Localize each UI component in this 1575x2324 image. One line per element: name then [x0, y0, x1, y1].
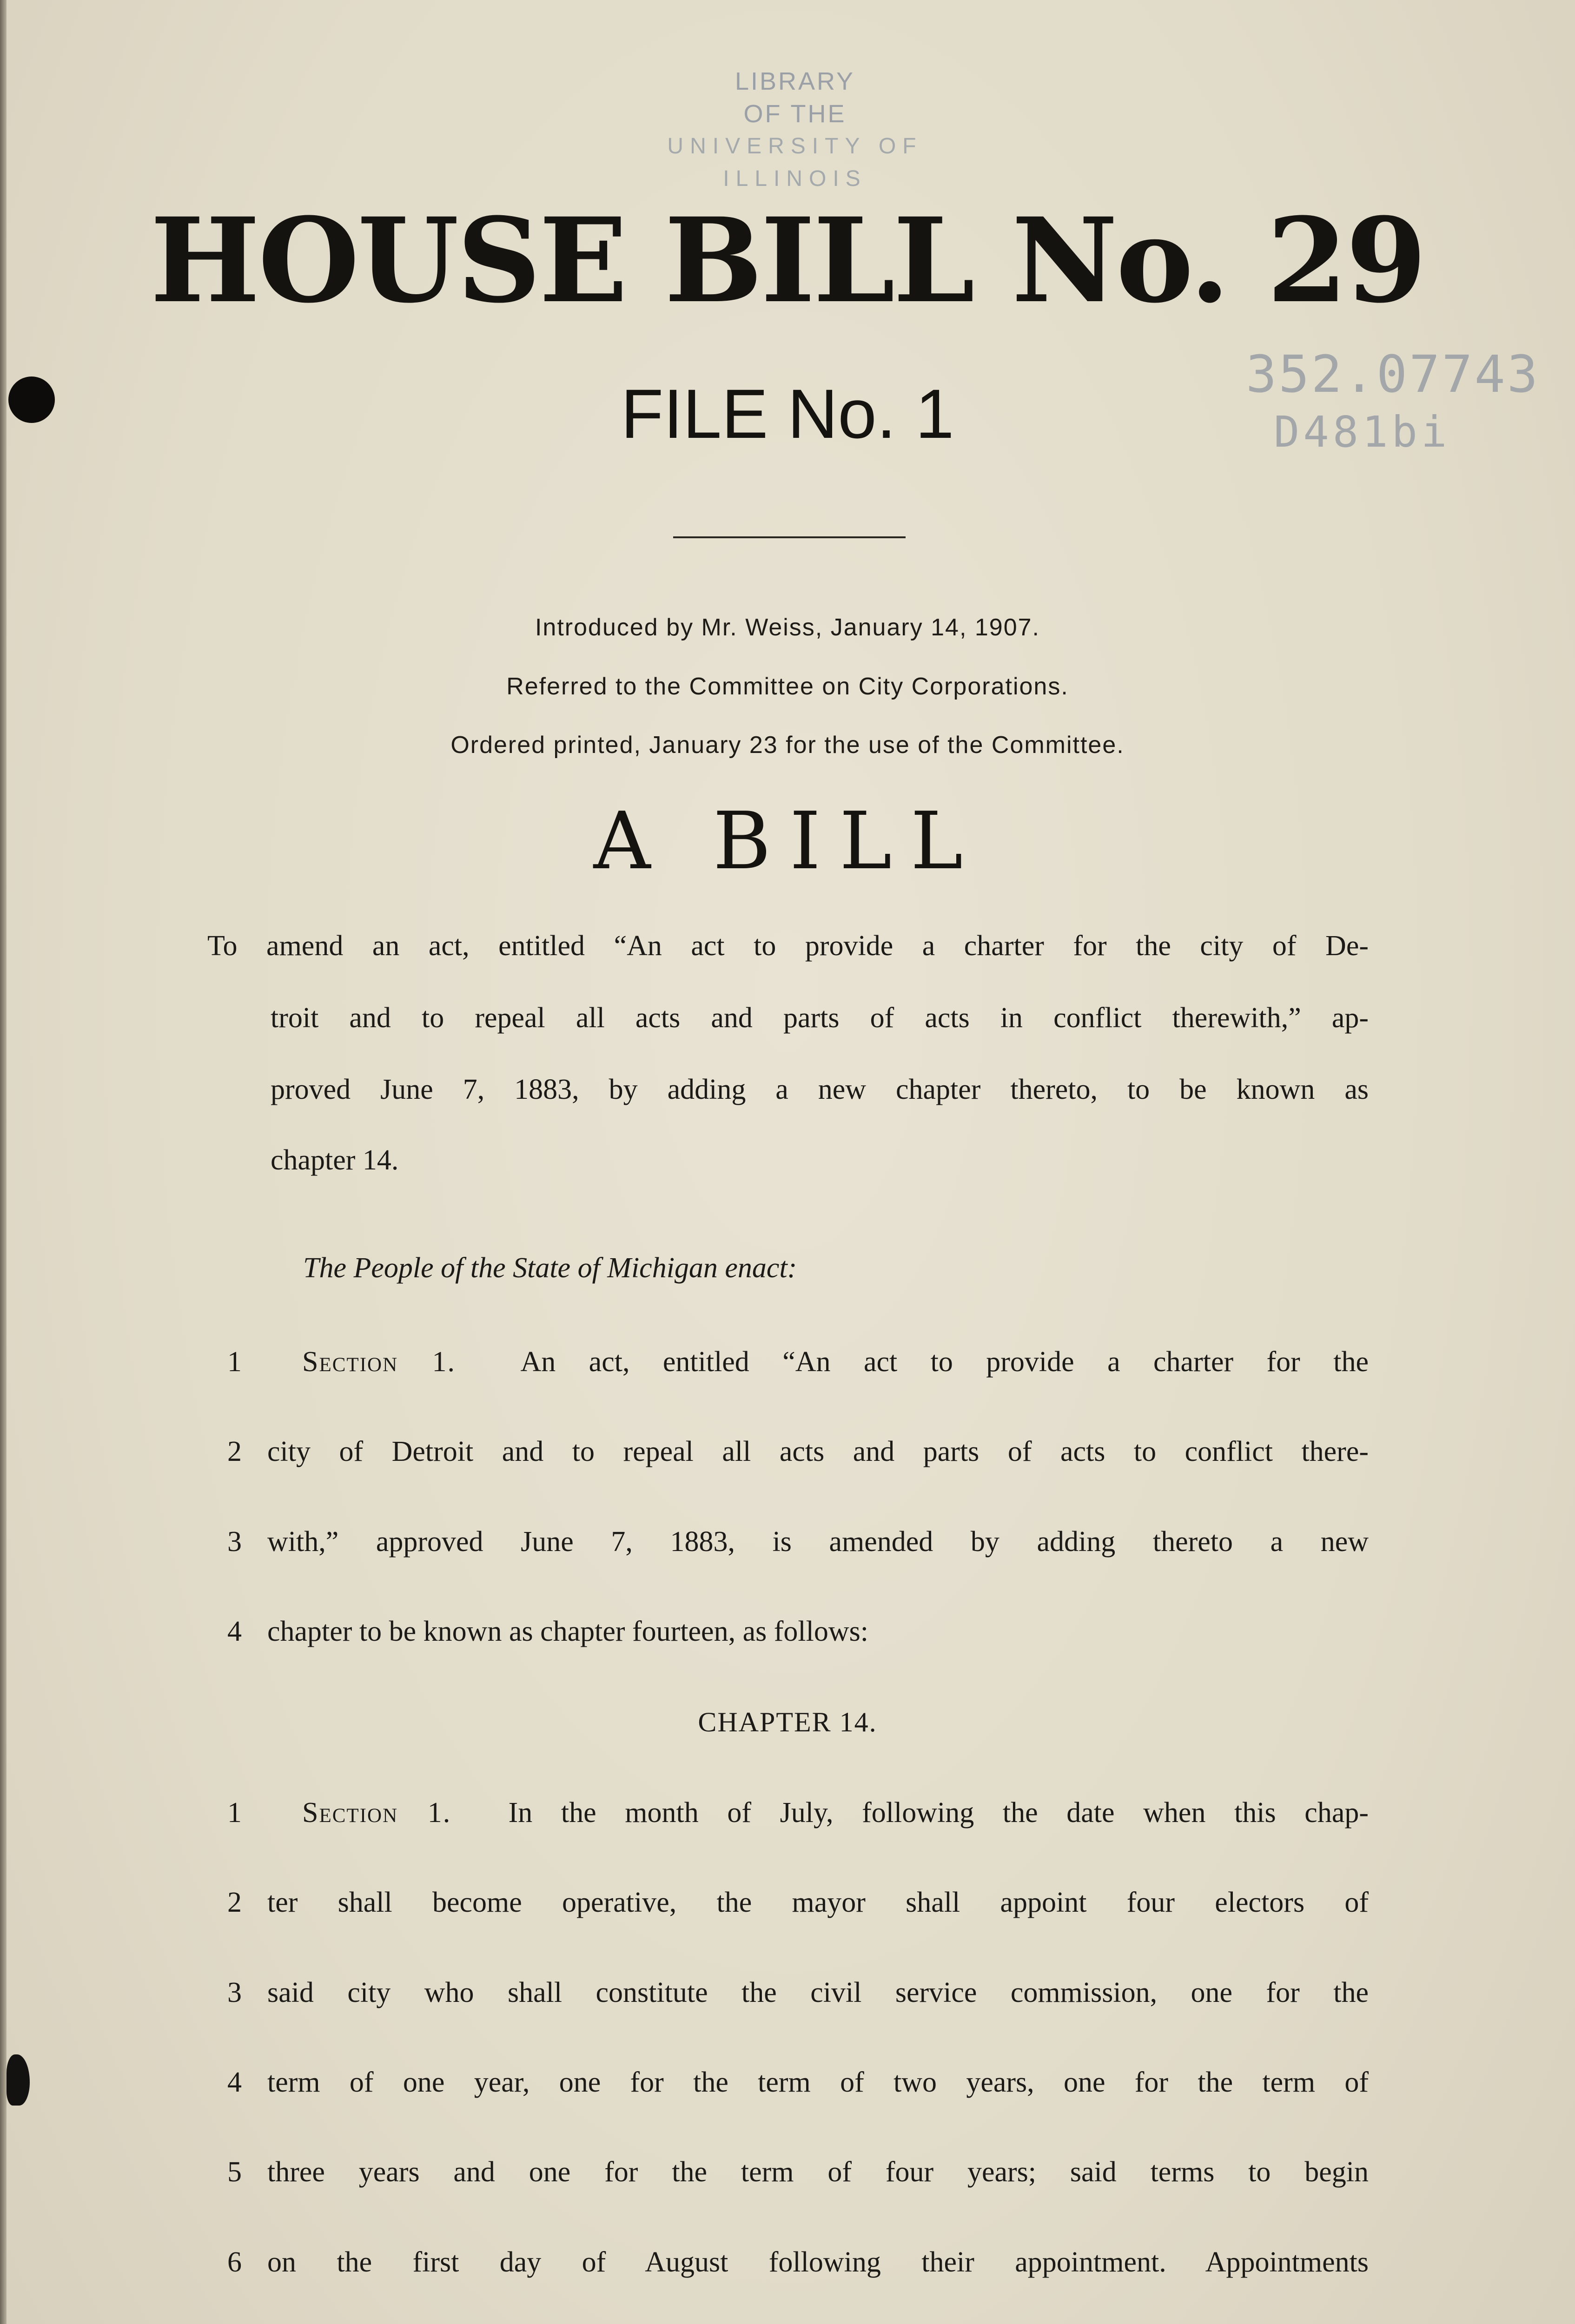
line-text: city of Detroit and to repeal all acts and parts of acts to conflict there-	[267, 1436, 1369, 1467]
act-line-row	[0, 1343, 1575, 1380]
line-text: chapter to be known as chapter fourteen, as follows:	[267, 1616, 868, 1647]
chapter-line-row	[0, 2064, 1575, 2101]
bill-title: HOUSE BILL No. 29	[150, 192, 1425, 329]
purpose-line-3: proved June 7, 1883, by adding a new chapter thereto, to be known as	[271, 1074, 1369, 1105]
ordered-line: Ordered printed, January 23 for the use of the Committee.	[450, 732, 1125, 759]
enacting-clause: The People of the State of Michigan enact:	[303, 1252, 797, 1284]
chapter-line-row	[0, 2244, 1575, 2281]
line-number: 2	[227, 1887, 242, 1918]
chapter-line-row	[0, 1974, 1575, 2011]
introduced-line: Introduced by Mr. Weiss, January 14, 1907.	[535, 614, 1040, 641]
chapter-line-row	[0, 1794, 1575, 1831]
file-number: FILE No. 1	[621, 375, 954, 453]
chapter-line-row	[0, 2153, 1575, 2191]
stamp-line-3: UNIVERSITY OF ILLINOIS	[667, 134, 923, 191]
chapter-line-row	[0, 1884, 1575, 1921]
line-number: 4	[227, 1616, 242, 1647]
purpose-line-1: To amend an act, entitled “An act to provide a charter for the city of De-	[207, 930, 1369, 962]
line-number: 3	[227, 1977, 242, 2008]
call-number-line-1: 352.07743	[1246, 344, 1540, 404]
divider-rule	[673, 536, 906, 538]
act-line-row	[0, 1433, 1575, 1470]
line-text	[302, 1794, 1369, 1831]
line-content: In the month of July, following the date when this chap-	[508, 1797, 1369, 1829]
act-line-row	[0, 1613, 1575, 1650]
line-text	[302, 1343, 1369, 1380]
line-text: ter shall become operative, the mayor shall appoint four electors of	[267, 1887, 1369, 1918]
purpose-line-2: troit and to repeal all acts and parts of acts in conflict therewith,” ap-	[271, 1002, 1369, 1034]
section-label: Section 1.	[302, 1797, 451, 1829]
library-stamp	[595, 65, 995, 195]
call-number-line-2: D481bi	[1274, 407, 1451, 457]
act-line-row	[0, 1523, 1575, 1560]
line-text: said city who shall constitute the civil service commission, one for the	[267, 1977, 1369, 2008]
line-number: 5	[227, 2156, 242, 2188]
referred-line: Referred to the Committee on City Corporations.	[506, 673, 1069, 700]
line-number: 6	[227, 2246, 242, 2278]
bill-heading: A BILL	[593, 795, 982, 887]
line-content: An act, entitled “An act to provide a charter for the	[520, 1346, 1369, 1378]
stamp-line-1: LIBRARY	[735, 67, 855, 95]
stamp-line-2: OF THE	[743, 100, 847, 128]
section-label: Section 1.	[302, 1346, 456, 1378]
line-text: three years and one for the term of four years; said terms to begin	[267, 2156, 1369, 2188]
line-text: on the first day of August following their appointment. Appointments	[267, 2246, 1369, 2278]
line-text: term of one year, one for the term of two years, one for the term of	[267, 2067, 1369, 2098]
purpose-line-4: chapter 14.	[271, 1144, 399, 1176]
line-number: 4	[227, 2067, 242, 2098]
line-number: 1	[227, 1797, 242, 1829]
line-text: with,” approved June 7, 1883, is amended by adding thereto a new	[267, 1526, 1369, 1558]
line-number: 2	[227, 1436, 242, 1467]
line-number: 1	[227, 1346, 242, 1378]
chapter-heading: CHAPTER 14.	[698, 1707, 877, 1737]
line-number: 3	[227, 1526, 242, 1558]
